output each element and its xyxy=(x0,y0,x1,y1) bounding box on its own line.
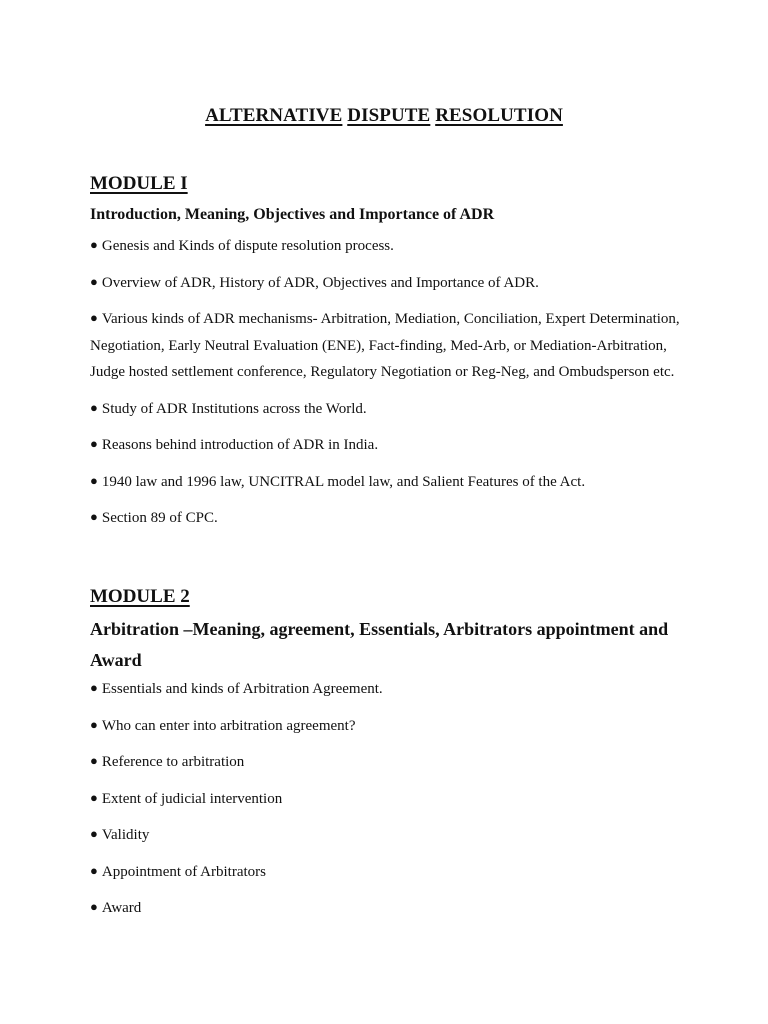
module-2-section xyxy=(90,585,690,932)
title-word-dispute: DISPUTE xyxy=(347,104,431,126)
list-item-text: Validity xyxy=(101,827,150,843)
list-item-text: Section 89 of CPC. xyxy=(101,510,218,526)
bullet-icon: ● xyxy=(90,826,98,841)
list-item xyxy=(90,469,690,496)
list-item-text: Genesis and Kinds of dispute resolution process. xyxy=(101,238,394,254)
document-title xyxy=(0,105,768,127)
list-item xyxy=(90,505,690,532)
list-item xyxy=(90,786,690,812)
list-item xyxy=(90,432,690,459)
list-item xyxy=(90,859,690,885)
bullet-icon: ● xyxy=(90,509,98,524)
list-item-text: Various kinds of ADR mechanisms- Arbitration, Mediation, Conciliation, Expert Determination, Negotiation, Early Neutral Evaluation (ENE), Fact-finding, Med-Arb, or Mediation-Arbitration, Judge hosted settlement conference, Regulatory Negotiation or Reg-Neg, and Ombudsperson etc. xyxy=(90,311,680,380)
bullet-icon: ● xyxy=(90,789,98,805)
module-1-heading: MODULE I xyxy=(90,173,188,194)
list-item-text: Reference to arbitration xyxy=(101,754,245,770)
list-item-text: Reasons behind introduction of ADR in India. xyxy=(101,437,379,453)
bullet-icon: ● xyxy=(90,310,98,325)
list-item xyxy=(90,713,690,739)
module-1-topic-list xyxy=(90,233,690,532)
list-item-text: Extent of judicial intervention xyxy=(101,790,283,807)
list-item xyxy=(90,676,690,702)
list-item xyxy=(90,233,690,260)
list-item xyxy=(90,822,690,848)
bullet-icon: ● xyxy=(90,862,98,878)
list-item xyxy=(90,270,690,297)
bullet-icon: ● xyxy=(90,237,98,252)
bullet-icon: ● xyxy=(90,399,98,415)
module-1-subheading: Introduction, Meaning, Objectives and Importance of ADR xyxy=(90,206,495,223)
module-2-subheading: Arbitration –Meaning, agreement, Essentials, Arbitrators appointment and Award xyxy=(90,619,669,670)
list-item xyxy=(90,749,690,775)
list-item-text: Overview of ADR, History of ADR, Objectives and Importance of ADR. xyxy=(101,274,539,291)
list-item-text: Appointment of Arbitrators xyxy=(101,863,267,880)
list-item-text: Who can enter into arbitration agreement? xyxy=(101,717,356,734)
bullet-icon: ● xyxy=(90,273,98,289)
list-item xyxy=(90,306,690,386)
module-2-topic-list xyxy=(90,676,690,921)
module-1-section xyxy=(90,172,690,542)
bullet-icon: ● xyxy=(90,436,98,451)
list-item-text: Study of ADR Institutions across the World. xyxy=(101,400,367,417)
bullet-icon: ● xyxy=(90,680,98,695)
bullet-icon: ● xyxy=(90,472,98,488)
bullet-icon: ● xyxy=(90,899,98,914)
bullet-icon: ● xyxy=(90,716,98,732)
list-item-text: 1940 law and 1996 law, UNCITRAL model law, and Salient Features of the Act. xyxy=(101,473,586,490)
list-item-text: Essentials and kinds of Arbitration Agreement. xyxy=(101,681,383,697)
list-item xyxy=(90,396,690,423)
bullet-icon: ● xyxy=(90,753,98,768)
title-word-alternative: ALTERNATIVE xyxy=(205,104,343,126)
title-word-resolution: RESOLUTION xyxy=(435,104,563,126)
list-item-text: Award xyxy=(101,900,142,916)
list-item xyxy=(90,895,690,921)
module-2-heading: MODULE 2 xyxy=(90,586,190,607)
